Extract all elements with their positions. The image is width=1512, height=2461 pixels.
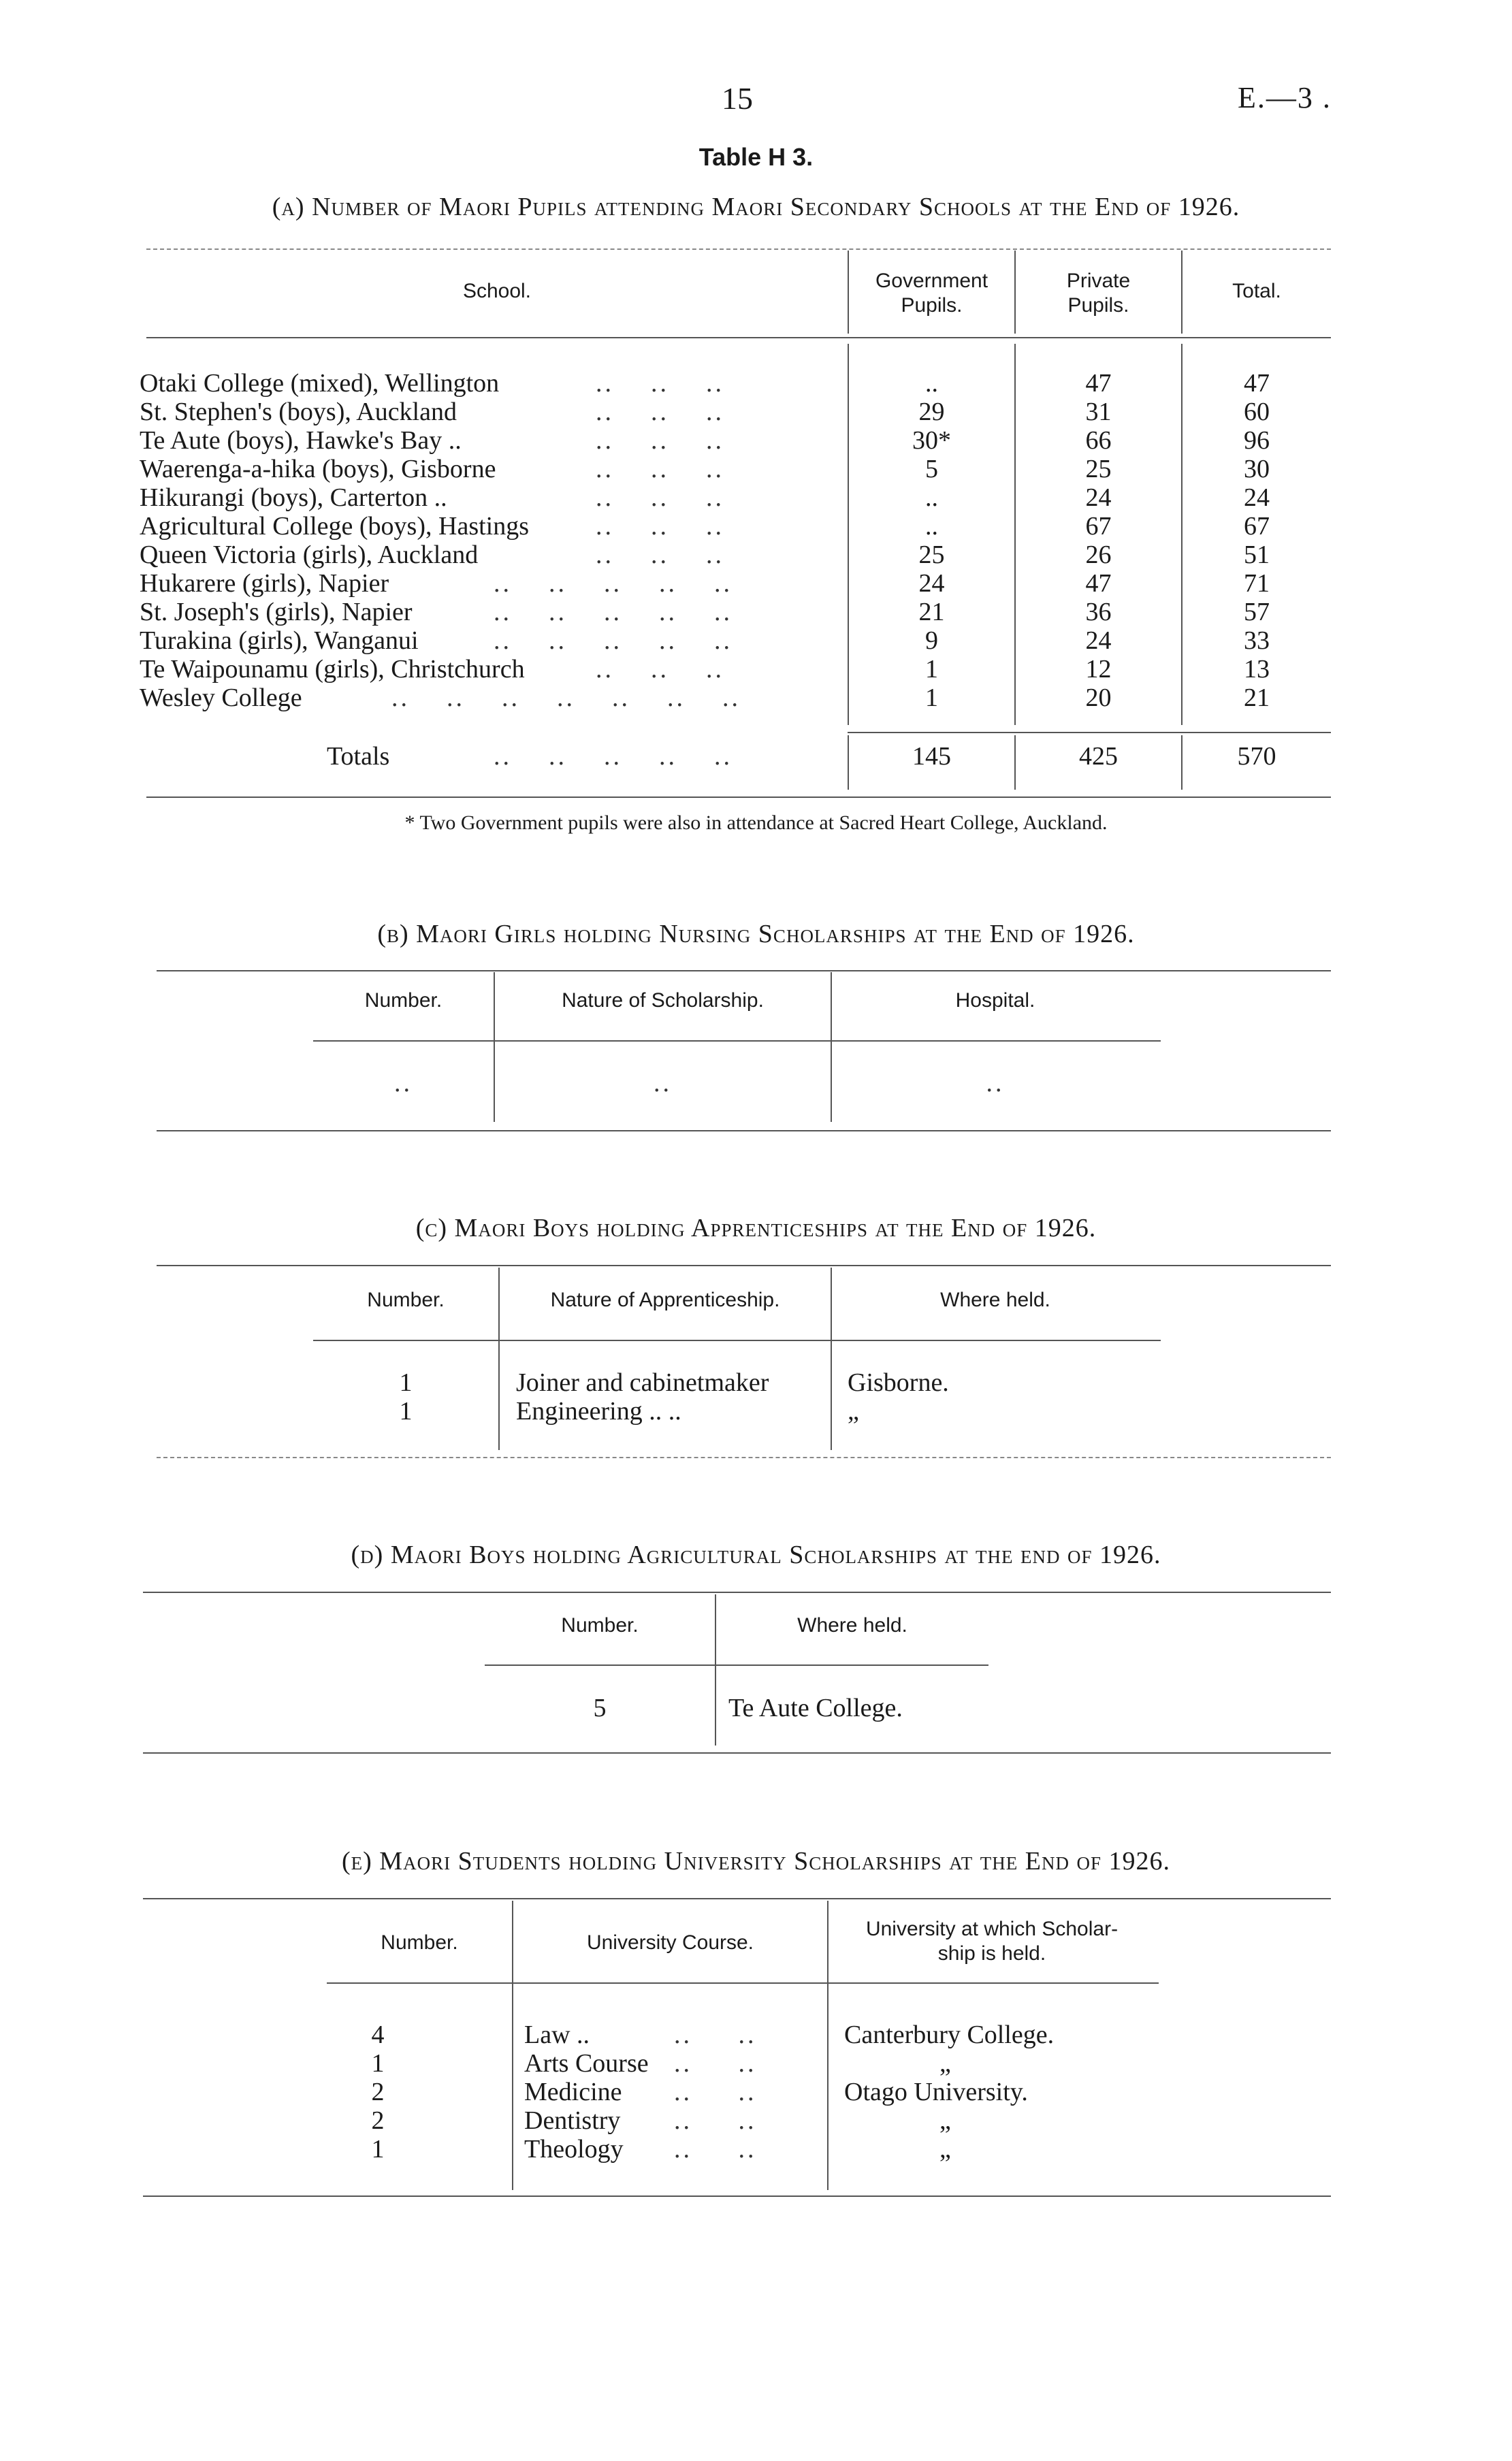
table-row [140, 626, 1331, 655]
leader-dots: .. .. .. [596, 398, 724, 426]
school-name: Otaki College (mixed), Wellington [140, 369, 500, 398]
number-cell: 1 [371, 2049, 385, 2078]
header-government-line2: Pupils. [901, 294, 963, 317]
gov-pupils: 24 [918, 569, 945, 598]
rule [143, 1752, 1331, 1754]
rule [157, 1265, 1331, 1266]
number-cell: 4 [371, 2021, 385, 2049]
leader-dots: .. .. .. [596, 512, 724, 541]
private-pupils: 47 [1085, 569, 1112, 598]
total-pupils: 33 [1244, 626, 1270, 655]
school-name: Te Waipounamu (girls), Christchurch [140, 655, 525, 683]
private-pupils: 36 [1085, 598, 1112, 626]
number-cell: 1 [399, 1368, 413, 1397]
private-pupils: 26 [1085, 541, 1112, 569]
course-cell: Law .. [524, 2021, 590, 2049]
nature-cell: Engineering .. .. [516, 1397, 681, 1426]
header-university-line1: University at which Scholar- [865, 1918, 1119, 1940]
rule [146, 248, 1331, 250]
school-name: Waerenga-a-hika (boys), Gisborne [140, 455, 496, 483]
number-cell: 1 [371, 2135, 385, 2164]
total-pupils: 47 [1244, 369, 1270, 398]
school-name: Wesley College [140, 683, 302, 712]
rule [157, 970, 1331, 971]
page-number: 15 [722, 81, 753, 116]
totals-label: Totals [327, 742, 390, 771]
table-row [140, 483, 1331, 512]
header-number: Number. [561, 1614, 639, 1637]
header-government-line1: Government [875, 270, 988, 292]
header-university [829, 1917, 1155, 1966]
number-cell: 1 [399, 1397, 413, 1426]
header-private [1016, 269, 1181, 318]
gov-pupils: 21 [918, 598, 945, 626]
school-name: Hikurangi (boys), Carterton .. [140, 483, 447, 512]
leader-dots: .. .. .. [596, 483, 724, 512]
where-cell: Gisborne. [848, 1368, 949, 1397]
school-name: St. Stephen's (boys), Auckland [140, 398, 457, 426]
total-pupils: 67 [1244, 512, 1270, 541]
leader-dots: .. .. [674, 2078, 757, 2106]
university-cell: „ [939, 2135, 951, 2164]
leader-dots: .. .. .. [596, 455, 724, 483]
course-cell: Dentistry [524, 2106, 621, 2135]
university-cell: Otago University. [844, 2078, 1028, 2106]
rule [313, 1340, 1161, 1341]
document-code: E.—3 . [1238, 81, 1332, 114]
table-e-title: (e) Maori Students holding University Scholarships at the End of 1926. [341, 1847, 1170, 1876]
header-private-line2: Pupils. [1067, 294, 1129, 317]
total-pupils: 57 [1244, 598, 1270, 626]
leader-dots: .. .. .. [596, 655, 724, 683]
table-c-title: (c) Maori Boys holding Apprenticeships at the End of 1926. [415, 1214, 1097, 1242]
header-total: Total. [1232, 280, 1281, 302]
total-pupils: 24 [1244, 483, 1270, 512]
number-cell: 2 [371, 2078, 385, 2106]
number-cell: 5 [593, 1694, 607, 1722]
university-cell: „ [939, 2106, 951, 2135]
rule [143, 2195, 1331, 2197]
total-pupils: 51 [1244, 541, 1270, 569]
header-nature-of-apprenticeship: Nature of Apprenticeship. [550, 1289, 780, 1311]
school-name: Turakina (girls), Wanganui [140, 626, 419, 655]
school-name: Queen Victoria (girls), Auckland [140, 541, 479, 569]
table-row [140, 598, 1331, 626]
university-cell: „ [939, 2049, 951, 2078]
private-pupils: 31 [1085, 398, 1112, 426]
header-university-line2: ship is held. [937, 1942, 1046, 1965]
total-pupils: 13 [1244, 655, 1270, 683]
rule [848, 732, 1331, 733]
leader-dots: .. .. [674, 2106, 757, 2135]
totals-total: 570 [1237, 742, 1276, 771]
private-pupils: 67 [1085, 512, 1112, 541]
header-number: Number. [364, 989, 443, 1012]
where-cell: „ [848, 1397, 859, 1426]
table-row [140, 683, 1331, 712]
header-number: Number. [367, 1289, 445, 1311]
total-pupils: 30 [1244, 455, 1270, 483]
leader-dots: .. .. .. [596, 426, 724, 455]
school-name: St. Joseph's (girls), Napier [140, 598, 413, 626]
rule [327, 1982, 1159, 1984]
gov-pupils: 29 [918, 398, 945, 426]
school-name: Hukarere (girls), Napier [140, 569, 389, 598]
gov-pupils: 30* [912, 426, 951, 455]
number-cell: .. [394, 1069, 413, 1097]
private-pupils: 25 [1085, 455, 1112, 483]
rule [485, 1664, 988, 1666]
table-row [140, 512, 1331, 541]
table-row [140, 655, 1331, 683]
table-a-title: (a) Number of Maori Pupils attending Maori Secondary Schools at the End of 1926. [272, 193, 1240, 221]
course-cell: Arts Course [524, 2049, 649, 2078]
number-cell: 2 [371, 2106, 385, 2135]
gov-pupils: 25 [918, 541, 945, 569]
table-row [140, 455, 1331, 483]
leader-dots: .. .. .. .. .. [494, 598, 733, 626]
table-row [140, 426, 1331, 455]
leader-dots: .. .. .. .. .. [494, 742, 733, 771]
rule [157, 1457, 1331, 1458]
hospital-cell: .. [986, 1069, 1005, 1097]
totals-gov: 145 [912, 742, 951, 771]
leader-dots: .. .. .. .. .. [494, 569, 733, 598]
course-cell: Theology [524, 2135, 624, 2164]
table-label: Table H 3. [698, 143, 814, 171]
leader-dots: .. .. .. [596, 369, 724, 398]
rule [143, 1898, 1331, 1899]
leader-dots: .. .. [674, 2049, 757, 2078]
leader-dots: .. .. [674, 2135, 757, 2164]
gov-pupils: 1 [925, 683, 938, 712]
header-hospital: Hospital. [955, 989, 1035, 1012]
header-university-course: University Course. [586, 1931, 754, 1954]
gov-pupils: 9 [925, 626, 938, 655]
header-nature-of-scholarship: Nature of Scholarship. [562, 989, 764, 1012]
rule [313, 1040, 1161, 1042]
nature-cell: Joiner and cabinetmaker [516, 1368, 769, 1397]
rule [146, 337, 1331, 338]
private-pupils: 24 [1085, 626, 1112, 655]
gov-pupils: .. [925, 369, 938, 398]
total-pupils: 96 [1244, 426, 1270, 455]
gov-pupils: 5 [925, 455, 938, 483]
where-cell: Te Aute College. [728, 1694, 903, 1722]
private-pupils: 47 [1085, 369, 1112, 398]
gov-pupils: 1 [925, 655, 938, 683]
course-cell: Medicine [524, 2078, 622, 2106]
university-cell: Canterbury College. [844, 2021, 1055, 2049]
gov-pupils: .. [925, 483, 938, 512]
rule [143, 1592, 1331, 1593]
table-b-title: (b) Maori Girls holding Nursing Scholarships at the End of 1926. [377, 920, 1135, 948]
leader-dots: .. .. .. [596, 541, 724, 569]
header-private-line1: Private [1066, 270, 1131, 292]
leader-dots: .. .. [674, 2021, 757, 2049]
header-where-held: Where held. [940, 1289, 1050, 1311]
gov-pupils: .. [925, 512, 938, 541]
totals-private: 425 [1079, 742, 1118, 771]
table-row [140, 541, 1331, 569]
school-name: Te Aute (boys), Hawke's Bay .. [140, 426, 462, 455]
private-pupils: 20 [1085, 683, 1112, 712]
header-government [849, 269, 1014, 318]
rule [157, 1130, 1331, 1131]
table-a-footnote: * Two Government pupils were also in attendance at Sacred Heart College, Auckland. [404, 811, 1108, 834]
private-pupils: 66 [1085, 426, 1112, 455]
table-row [140, 398, 1331, 426]
private-pupils: 24 [1085, 483, 1112, 512]
total-pupils: 60 [1244, 398, 1270, 426]
header-school: School. [462, 280, 532, 302]
leader-dots: .. .. .. .. .. [494, 626, 733, 655]
private-pupils: 12 [1085, 655, 1112, 683]
header-where-held: Where held. [797, 1614, 907, 1637]
rule [146, 797, 1331, 798]
table-d-title: (d) Maori Boys holding Agricultural Scholarships at the end of 1926. [351, 1541, 1161, 1569]
header-number: Number. [381, 1931, 458, 1954]
school-name: Agricultural College (boys), Hastings [140, 512, 530, 541]
nature-cell: .. [654, 1069, 672, 1097]
table-row [140, 369, 1331, 398]
table-row [140, 569, 1331, 598]
leader-dots: .. .. .. .. .. .. .. [391, 683, 741, 712]
totals-row [140, 742, 1331, 771]
total-pupils: 21 [1244, 683, 1270, 712]
table-a-body [140, 369, 1331, 712]
total-pupils: 71 [1244, 569, 1270, 598]
